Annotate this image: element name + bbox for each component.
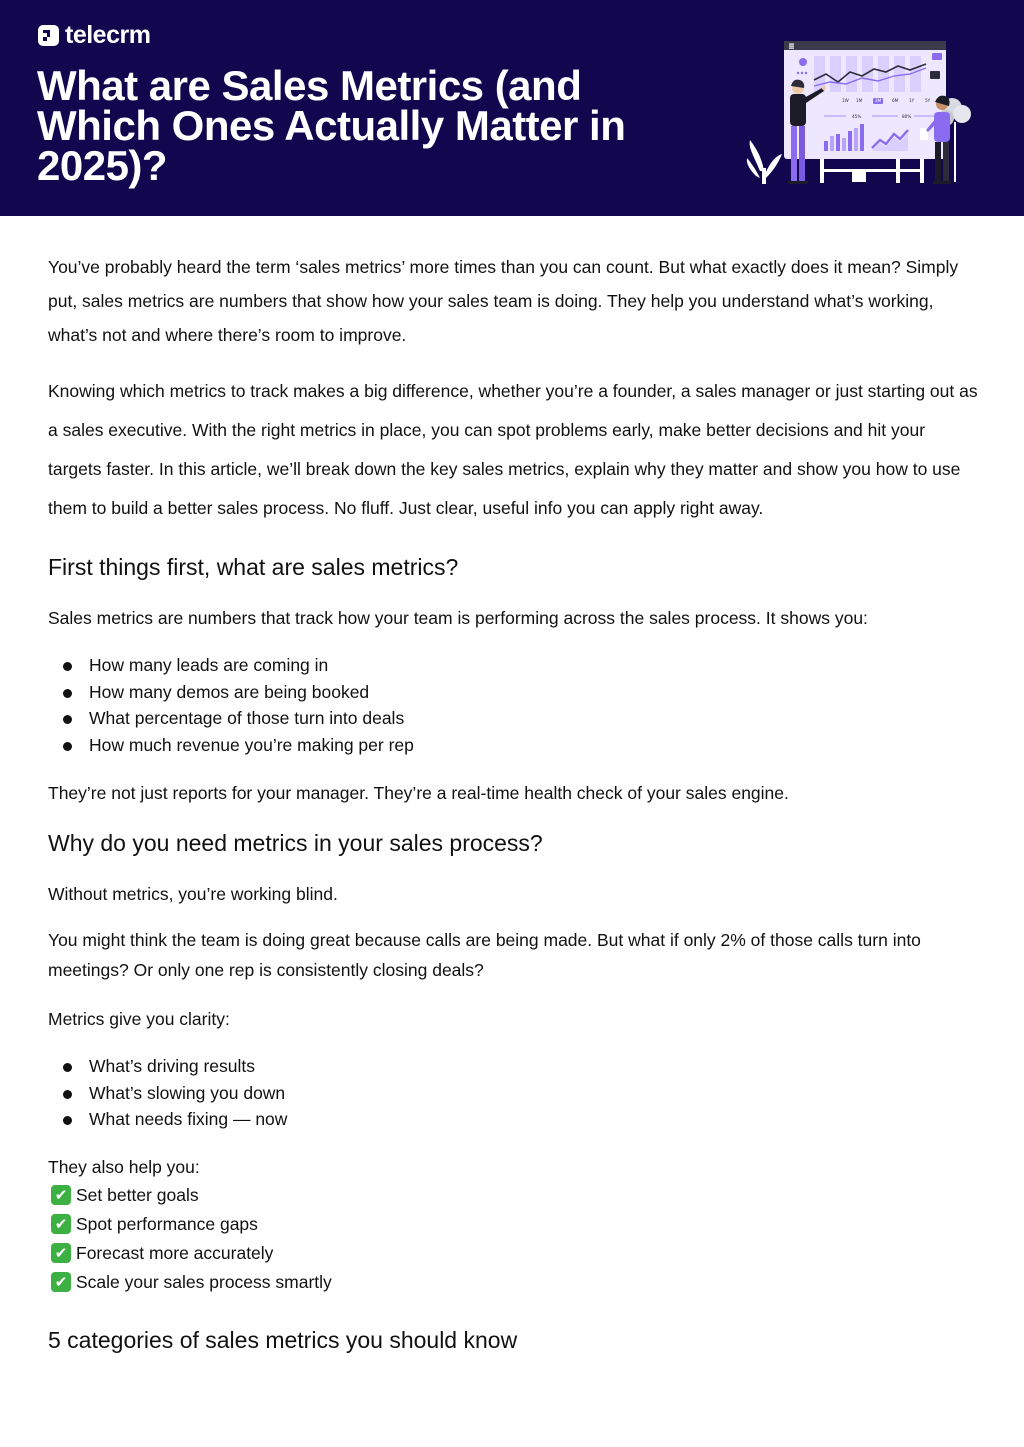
section-paragraph: You might think the team is doing great because calls are being made. But what if only 2% of those calls turn into meetings? Or only one rep is consistently closing deals?	[48, 929, 921, 980]
list-item: What percentage of those turn into deals	[48, 705, 978, 732]
section-heading: First things first, what are sales metrics?	[48, 554, 459, 580]
section-paragraph: They’re not just reports for your manager. They’re a real-time health check of your sales engine.	[48, 782, 789, 803]
section-paragraph: Without metrics, you’re working blind.	[48, 883, 338, 904]
intro-paragraph: You’ve probably heard the term ‘sales metrics’ more times than you can count. But what exactly does it mean? Simply put, sales metrics are numbers that show how your sales team is doing. They help you understand what’s working, what’s not and where there’s room to improve.	[48, 257, 959, 345]
telecrm-logo-icon	[38, 25, 59, 46]
period-label: 1M	[856, 98, 863, 103]
page-title: What are Sales Metrics (and Which Ones Actually Matter in 2025)?	[37, 62, 626, 189]
period-label: 1Y	[909, 98, 915, 103]
intro-paragraph: Knowing which metrics to track makes a big difference, whether you’re a founder, a sales manager or just starting out as a sales executive. With the right metrics in place, you can spot problems early, make better decisions and hit your targets faster. In this article, we’ll break down the key sales metrics, explain why they matter and show you how to use them to build a better sales process. No fluff. Just clear, useful info you can apply right away.	[48, 381, 978, 518]
check-mark-icon: ✔	[51, 1214, 71, 1234]
period-label: 3M	[875, 98, 882, 103]
period-label: 6M	[892, 98, 899, 103]
checklist-item	[51, 1239, 978, 1268]
article-body	[48, 250, 978, 1354]
checklist-item	[51, 1210, 978, 1239]
list-item: How many demos are being booked	[48, 679, 978, 706]
period-label: 5Y	[925, 98, 931, 103]
bullet-list	[48, 1053, 978, 1133]
checklist-label: Forecast more accurately	[76, 1242, 274, 1263]
brand-name: telecrm	[65, 21, 151, 49]
checklist-item	[51, 1268, 978, 1297]
section-paragraph: They also help you:	[48, 1156, 200, 1177]
check-mark-icon: ✔	[51, 1272, 71, 1292]
brand-logo[interactable]	[38, 21, 150, 50]
list-item: What’s slowing you down	[48, 1080, 978, 1107]
check-mark-icon: ✔	[51, 1185, 71, 1205]
list-item: What needs fixing — now	[48, 1106, 978, 1133]
sales-dashboard-illustration	[742, 36, 982, 188]
list-item: How many leads are coming in	[48, 652, 978, 679]
percentage-label: 45%	[852, 114, 862, 119]
section-heading: Why do you need metrics in your sales process?	[48, 829, 543, 856]
page-header	[0, 0, 1024, 216]
checklist-label: Set better goals	[76, 1184, 199, 1205]
period-label: 1W	[842, 98, 849, 103]
section-paragraph: Sales metrics are numbers that track how your team is performing across the sales process. It shows you:	[48, 608, 868, 628]
section-heading: 5 categories of sales metrics you should know	[48, 1326, 518, 1353]
percentage-label: 80%	[902, 114, 912, 119]
checklist-item	[51, 1181, 978, 1210]
list-item: What’s driving results	[48, 1053, 978, 1080]
section-paragraph: Metrics give you clarity:	[48, 1008, 230, 1029]
check-mark-icon: ✔	[51, 1243, 71, 1263]
list-item: How much revenue you’re making per rep	[48, 732, 978, 759]
checklist-label: Spot performance gaps	[76, 1213, 258, 1234]
bullet-list	[48, 652, 978, 759]
checklist-label: Scale your sales process smartly	[76, 1271, 332, 1292]
